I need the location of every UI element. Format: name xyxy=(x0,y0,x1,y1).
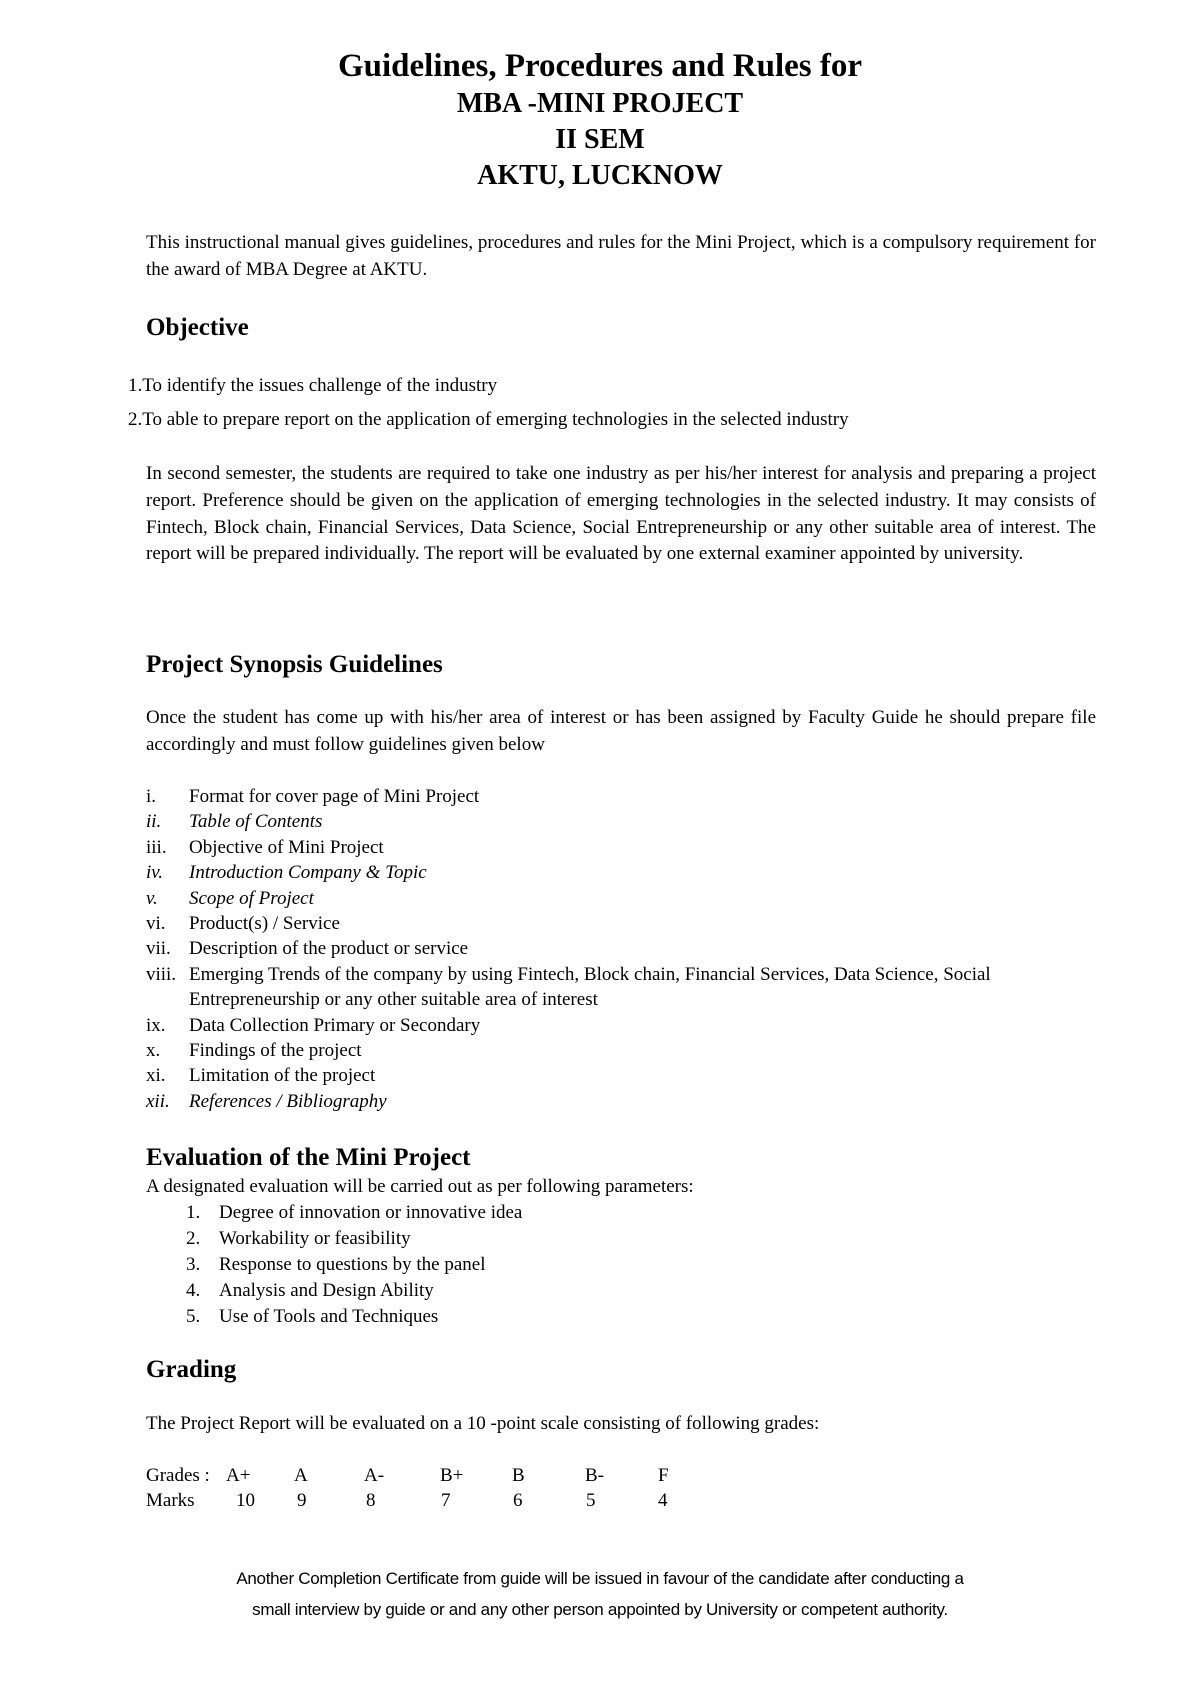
evaluation-heading: Evaluation of the Mini Project xyxy=(146,1144,471,1171)
item-number: vii. xyxy=(146,938,171,960)
synopsis-list-item xyxy=(146,1089,1106,1114)
intro-paragraph: This instructional manual gives guidelines, procedures and rules for the Mini Project, which is a compulsory requirement for the award of MBA Degree at AKTU. xyxy=(146,232,1096,280)
grade-value: F xyxy=(658,1465,669,1486)
grade-value: A- xyxy=(364,1465,385,1486)
item-number: 1. xyxy=(128,375,143,396)
item-text: Table of Contents xyxy=(189,811,323,833)
item-text: Response to questions by the panel xyxy=(219,1254,486,1275)
objective-item-2 xyxy=(128,409,849,431)
item-text: Emerging Trends of the company by using Fintech, Block chain, Financial Services, Data Science, Social Entrepreneurship or any other suitable area of interest xyxy=(189,963,991,1011)
item-text: Limitation of the project xyxy=(189,1065,376,1087)
objective-heading: Objective xyxy=(146,314,249,341)
objective-paragraph: In second semester, the students are required to take one industry as per his/her interest for analysis and preparing a project report. Preference should be given on the application of emerging technologies in the selected industry. It may consists of Fintech, Block chain, Financial Services, Data Science, Social Entrepreneurship or any other suitable area of interest. The report will be prepared individually. The report will be evaluated by one external examiner appointed by university. xyxy=(146,463,1096,565)
synopsis-list-item xyxy=(146,886,1106,911)
synopsis-list-item xyxy=(146,860,1106,885)
footer-line-1: Another Completion Certificate from guide will be issued in favour of the candidate after conducting a xyxy=(236,1569,964,1588)
evaluation-list-item xyxy=(146,1226,846,1252)
item-text: Objective of Mini Project xyxy=(189,836,384,858)
synopsis-paragraph: Once the student has come up with his/her area of interest or has been assigned by Faculty Guide he should prepare file accordingly and must follow guidelines given below xyxy=(146,707,1096,755)
synopsis-list-item xyxy=(146,809,1106,834)
synopsis-list-item xyxy=(146,1038,1106,1063)
item-text: To identify the issues challenge of the industry xyxy=(142,375,498,396)
item-number: iii. xyxy=(146,836,167,858)
item-number: xii. xyxy=(146,1090,170,1112)
grade-value: A+ xyxy=(226,1465,251,1486)
evaluation-list-item xyxy=(146,1200,846,1226)
mark-value: 5 xyxy=(586,1490,596,1511)
item-number: 1. xyxy=(186,1202,201,1223)
mark-value: 7 xyxy=(441,1490,451,1511)
footer-line-2: small interview by guide or and any other person appointed by University or competent authority. xyxy=(252,1600,948,1619)
item-number: iv. xyxy=(146,862,164,884)
synopsis-list-item xyxy=(146,1063,1106,1088)
synopsis-list-item xyxy=(146,784,1106,809)
evaluation-list-item xyxy=(146,1252,846,1278)
document-university: AKTU, LUCKNOW xyxy=(477,160,723,191)
item-text: Use of Tools and Techniques xyxy=(219,1306,439,1327)
document-title: Guidelines, Procedures and Rules for xyxy=(337,48,863,84)
item-number: 4. xyxy=(186,1280,201,1301)
grade-value: B- xyxy=(585,1465,604,1486)
item-text: Format for cover page of Mini Project xyxy=(189,786,480,807)
grade-value: B+ xyxy=(440,1465,464,1486)
item-number: v. xyxy=(146,887,158,909)
item-number: vi. xyxy=(146,913,166,935)
item-text: References / Bibliography xyxy=(189,1090,387,1112)
item-text: Scope of Project xyxy=(189,887,314,909)
grade-value: A xyxy=(294,1465,308,1486)
document-subtitle: MBA -MINI PROJECT xyxy=(456,88,744,119)
item-number: 2. xyxy=(186,1228,201,1249)
mark-value: 6 xyxy=(513,1490,523,1511)
item-text: Degree of innovation or innovative idea xyxy=(219,1202,523,1223)
synopsis-list-item xyxy=(146,835,1106,860)
item-text: Description of the product or service xyxy=(189,938,469,960)
document-semester: II SEM xyxy=(555,124,645,155)
mark-value: 4 xyxy=(658,1490,668,1511)
item-number: i. xyxy=(146,786,157,807)
item-number: ix. xyxy=(146,1014,166,1036)
evaluation-intro: A designated evaluation will be carried out as per following parameters: xyxy=(146,1176,694,1197)
item-text: Introduction Company & Topic xyxy=(189,862,427,884)
item-number: 3. xyxy=(186,1254,201,1275)
item-text: Data Collection Primary or Secondary xyxy=(189,1014,481,1036)
synopsis-list xyxy=(146,784,1106,1114)
grade-value: B xyxy=(512,1465,525,1486)
marks-label: Marks xyxy=(146,1490,195,1511)
grades-label: Grades : xyxy=(146,1465,210,1486)
grading-paragraph: The Project Report will be evaluated on a 10 -point scale consisting of following grades: xyxy=(146,1413,820,1434)
evaluation-list xyxy=(146,1200,846,1330)
mark-value: 9 xyxy=(297,1490,307,1511)
mark-value: 10 xyxy=(236,1490,255,1511)
synopsis-list-item xyxy=(146,962,1106,1013)
mark-value: 8 xyxy=(366,1490,376,1511)
item-text: Workability or feasibility xyxy=(219,1228,411,1249)
footer-note xyxy=(0,1563,1200,1625)
item-text: To able to prepare report on the application of emerging technologies in the selected industry xyxy=(142,409,849,430)
item-text: Product(s) / Service xyxy=(189,913,340,935)
item-text: Findings of the project xyxy=(189,1040,362,1062)
item-number: 2. xyxy=(128,409,143,430)
item-number: xi. xyxy=(146,1065,166,1087)
evaluation-list-item xyxy=(146,1278,846,1304)
grading-heading: Grading xyxy=(146,1356,237,1383)
synopsis-list-item xyxy=(146,1013,1106,1038)
item-number: ii. xyxy=(146,811,162,833)
synopsis-list-item xyxy=(146,911,1106,936)
synopsis-list-item xyxy=(146,936,1106,961)
item-number: x. xyxy=(146,1040,161,1062)
item-number: viii. xyxy=(146,963,177,985)
item-text: Analysis and Design Ability xyxy=(219,1280,434,1301)
synopsis-heading: Project Synopsis Guidelines xyxy=(146,651,443,678)
objective-item-1 xyxy=(128,375,497,397)
item-number: 5. xyxy=(186,1306,201,1327)
evaluation-list-item xyxy=(146,1304,846,1330)
